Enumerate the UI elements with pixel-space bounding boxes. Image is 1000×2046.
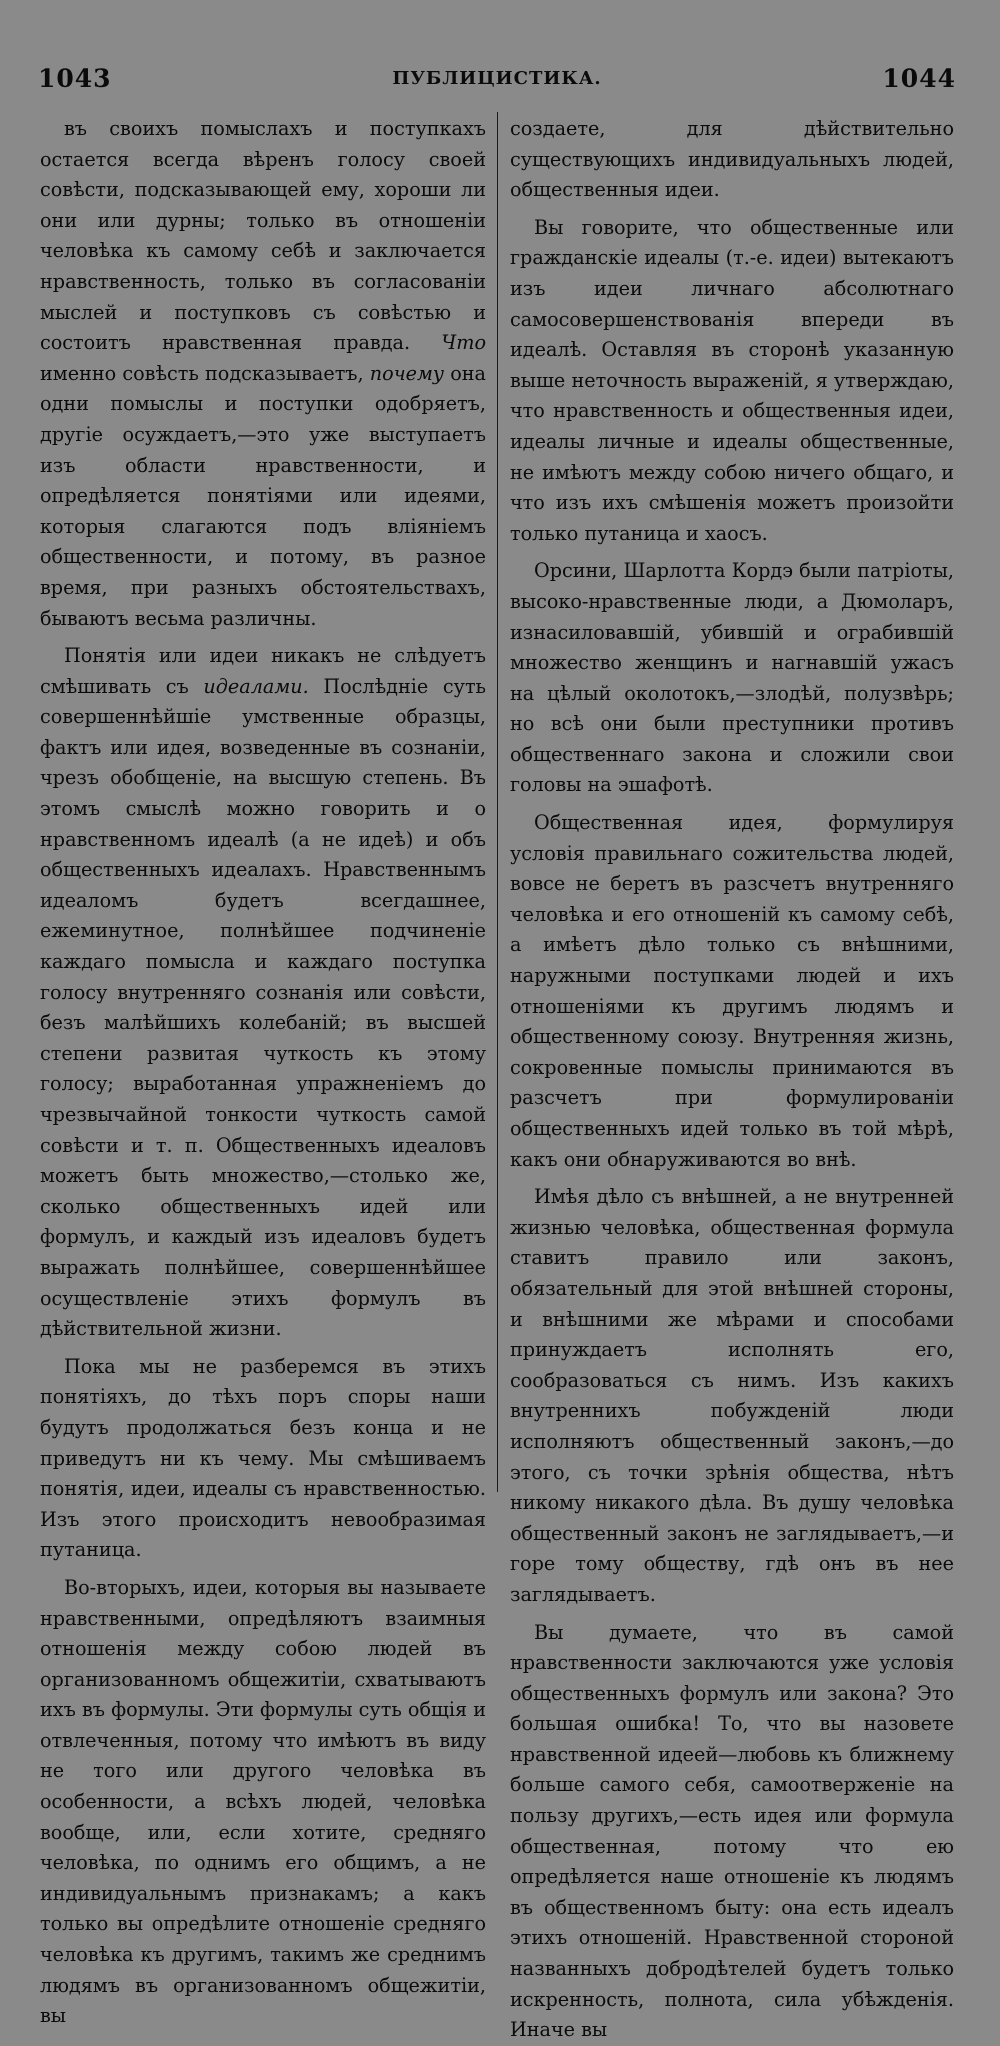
paragraph: Во-вторыхъ, идеи, которыя вы называете нравственными, опредѣляютъ взаимныя отношенія между собою людей въ организованномъ общежитіи, схватываютъ ихъ въ формулы. Эти формулы суть общія и отвлеченныя, потому что имѣютъ въ виду не того или другого человѣка въ особенности, а всѣхъ людей, человѣка вообще, или, если хотите, средняго человѣка, по однимъ его общимъ, а не индивидуальнымъ признакамъ; а какъ только вы опредѣлите отношеніе средняго человѣка къ другимъ, такимъ же среднимъ людямъ въ организованномъ общежитіи, вы xyxy=(40,1575,486,2028)
paragraph: Вы говорите, что общественные или гражданскіе идеалы (т.-е. идеи) вытекаютъ изъ идеи личнаго абсолютнаго самосовершенствованія впереди въ идеалѣ. Оставляя въ сторонѣ указанную выше неточность выраженій, я утверждаю, что нравственность и общественныя идеи, идеалы личные и идеалы общественные, не имѣютъ между собою ничего общаго, и что изъ ихъ смѣшенія можетъ произойти только путаница и хаосъ. xyxy=(510,215,954,545)
paragraph: Пока мы не разберемся въ этихъ понятіяхъ, до тѣхъ поръ споры наши будутъ продолжаться безъ конца и не приведутъ ни къ чему. Мы смѣшиваемъ понятія, идеи, идеалы съ нравственностью. Изъ этого происходитъ невообразимая путаница. xyxy=(40,1354,486,1562)
running-title: ПУБЛИЦИСТИКА. xyxy=(392,67,602,89)
right-column xyxy=(510,114,954,2042)
page-header xyxy=(38,58,956,98)
paragraph: Вы думаете, что въ самой нравственности заключаются уже условія общественныхъ формулъ или закона? Это большая ошибка! То, что вы назовете нравственной идеей—любовь къ ближнему больше самого себя, самоотверженіе на пользу другихъ,—есть идея или формула общественная, потому что ею опредѣляется наше отношеніе къ людямъ въ общественномъ быту: она есть идеалъ этихъ отношеній. Нравственной стороной названныхъ добродѣтелей будетъ только искренность, полнота, сила убѣжденія. Иначе вы xyxy=(510,1620,954,2042)
paragraph: Понятія или идеи никакъ не слѣдуетъ смѣшивать съ идеалами. Послѣдніе суть совершеннѣйшіе умственные образцы, фактъ или идея, возведенные въ сознаніи, чрезъ обобщеніе, на высшую степень. Въ этомъ смыслѣ можно говорить и о нравственномъ идеалѣ (а не идеѣ) и объ общественныхъ идеалахъ. Нравственнымъ идеаломъ будетъ всегдашнее, ежеминутное, полнѣйшее подчиненіе каждаго помысла и каждаго поступка голосу внутренняго сознанія или совѣсти, безъ малѣйшихъ колебаній; въ высшей степени развитая чуткость къ этому голосу; выработанная упражненіемъ до чрезвычайной тонкости чуткость самой совѣсти и т. п. Общественныхъ идеаловъ можетъ быть множество,—столько же, сколько общественныхъ идей или формулъ, и каждый изъ идеаловъ будетъ выражать полнѣйшее, совершеннѣйшее осуществленіе этихъ формулъ въ дѣйствительной жизни. xyxy=(40,644,487,1341)
paragraph: въ своихъ помыслахъ и поступкахъ остается всегда вѣренъ голосу своей совѣсти, подсказывающей ему, хороши ли они или дурны; только въ отношеніи человѣка къ самому себѣ и заключается нравственность, только въ согласованіи мыслей и поступковъ съ совѣстью и состоитъ нравственная правда. Что именно совѣсть подсказываетъ, почему она одни помыслы и поступки одобряетъ, другіе осуждаетъ,—это уже выступаетъ изъ области нравственности, и опредѣляется понятіями или идеями, которыя слагаются подъ вліяніемъ общественности, и потому, въ разное время, при разныхъ обстоятельствахъ, бываютъ весьма различны. xyxy=(40,117,487,630)
column-divider xyxy=(497,112,498,1492)
left-column xyxy=(40,114,487,2028)
paragraph: Орсини, Шарлотта Кордэ были патріоты, высоко-нравственные люди, а Дюмоларъ, изнасиловавшій, убившій и ограбившій множество женщинъ и нагнавшій ужасъ на цѣлый околотокъ,—злодѣй, полузвѣрь; но всѣ они были преступники противъ общественнаго закона и сложили свои головы на эшафотѣ. xyxy=(510,559,954,797)
paragraph: создаете, для дѣйствительно существующихъ индивидуальныхъ людей, общественныя идеи. xyxy=(510,117,954,202)
left-page-number: 1043 xyxy=(38,63,112,93)
paragraph: Имѣя дѣло съ внѣшней, а не внутренней жизнью человѣка, общественная формула ставитъ правило или законъ, обязательный для этой внѣшней стороны, и внѣшними же мѣрами и способами принуждаетъ исполнять его, сообразоваться съ нимъ. Изъ какихъ внутреннихъ побужденій люди исполняютъ общественный законъ,—до этого, съ точки зрѣнія общества, нѣтъ никому никакого дѣла. Въ душу человѣка общественный законъ не заглядываетъ,—и горе тому обществу, гдѣ онъ въ нее заглядываетъ. xyxy=(510,1185,954,1606)
paragraph: Общественная идея, формулируя условія правильнаго сожительства людей, вовсе не беретъ въ разсчетъ внутренняго человѣка и его отношеній къ самому себѣ, а имѣетъ дѣло только съ внѣшними, наружными поступками людей и ихъ отношеніями къ другимъ людямъ и общественному союзу. Внутренняя жизнь, сокровенные помыслы принимаются въ разсчетъ при формулированіи общественныхъ идей только въ той мѣрѣ, какъ они обнаруживаются во внѣ. xyxy=(510,811,954,1171)
right-page-number: 1044 xyxy=(882,63,956,93)
